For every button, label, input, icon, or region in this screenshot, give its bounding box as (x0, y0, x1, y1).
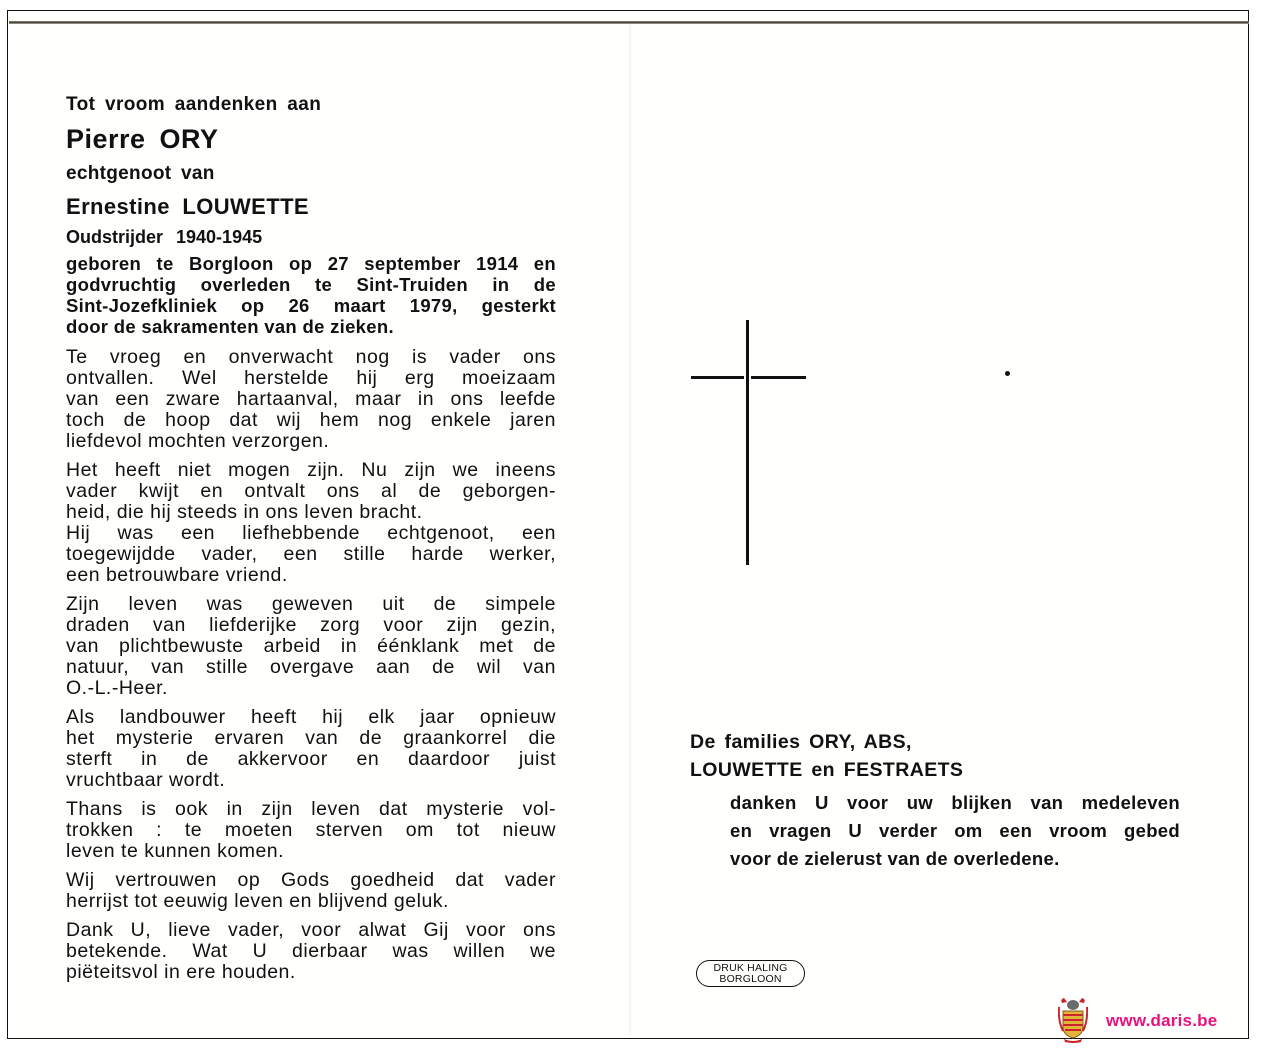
text-line: toegewijdde vader, een stille harde werker, (66, 543, 556, 565)
cross-left-arm (691, 376, 744, 379)
text-line: toch de hoop dat wij hem nog enkele jaren (66, 409, 556, 431)
left-panel (66, 94, 556, 983)
paragraph (66, 799, 556, 862)
text-line: vruchtbaar wordt. (66, 769, 226, 791)
text-line: Als landbouwer heeft hij elk jaar opnieuw (66, 706, 556, 728)
families-line: De families ORY, ABS, (690, 731, 912, 753)
center-crease (628, 24, 632, 1036)
text-line: Het heeft niet mogen zijn. Nu zijn we ineens (66, 459, 556, 481)
text-line: liefdevol mochten verzorgen. (66, 430, 330, 452)
text-line: Hij was een liefhebbende echtgenoot, een (66, 522, 556, 544)
thanks-line: en vragen U verder om een vroom gebed (730, 820, 1180, 841)
text-line: herrijst tot eeuwig leven en blijvend geluk. (66, 890, 449, 912)
paragraph (66, 870, 556, 912)
printer-line: BORGLOON (719, 973, 782, 985)
text-line: natuur, van stille overgave aan de wil van (66, 656, 556, 678)
text-line: van een zware hartaanval, maar in ons leefde (66, 388, 556, 410)
printer-stamp (696, 960, 805, 987)
text-line: Thans is ook in zijn leven dat mysterie vol- (66, 798, 556, 820)
text-line: sterft in de akkervoor en daardoor juist (66, 748, 556, 770)
text-line: trokken : te moeten sterven om tot nieuw (66, 819, 556, 841)
intro-text: Tot vroom aandenken aan (66, 94, 322, 115)
cross-right-arm (751, 376, 806, 379)
text-line: leven te kunnen komen. (66, 840, 285, 862)
watermark-url: www.daris.be (1106, 1011, 1218, 1030)
text-line: O.-L.-Heer. (66, 677, 168, 699)
text-line: draden van liefderijke zorg voor zijn gezin, (66, 614, 556, 636)
thanks-line: voor de zielerust van de overledene. (730, 848, 1060, 869)
paragraph (66, 347, 556, 452)
deceased-name: Pierre ORY (66, 124, 219, 154)
paragraph (66, 460, 556, 523)
text-line: heid, die hij steeds in ons leven bracht. (66, 501, 423, 523)
paragraph (66, 594, 556, 699)
text-line: ontvallen. Wel herstelde hij erg moeizaam (66, 367, 556, 389)
families-block (690, 728, 1190, 784)
birth-death-line: geboren te Borgloon op 27 september 1914 en (66, 253, 556, 274)
birth-death-line: door de sakramenten van de zieken. (66, 316, 394, 337)
relation-text: echtgenoot van (66, 163, 215, 184)
text-line: vader kwijt en ontvalt ons al de geborgen- (66, 480, 556, 502)
spouse-name: Ernestine LOUWETTE (66, 194, 309, 219)
paragraph (66, 523, 556, 586)
birth-death-line: Sint-Jozefkliniek op 26 maart 1979, gesterkt (66, 295, 556, 316)
paragraph (66, 920, 556, 983)
watermark (1058, 997, 1217, 1043)
veteran-text: Oudstrijder 1940-1945 (66, 227, 263, 247)
text-line: Dank U, lieve vader, voor alwat Gij voor ons (66, 919, 556, 941)
printer-line: DRUK HALING (713, 962, 788, 974)
families-line: LOUWETTE en FESTRAETS (690, 759, 964, 781)
birth-death-line: godvruchtig overleden te Sint-Truiden in de (66, 274, 556, 295)
paragraph (66, 707, 556, 791)
text-line: betekende. Wat U dierbaar was willen we (66, 940, 556, 962)
text-line: van plichtbewuste arbeid in éénklank met de (66, 635, 556, 657)
text-line: een betrouwbare vriend. (66, 564, 288, 586)
thanks-line: danken U voor uw blijken van medeleven (730, 792, 1180, 813)
coat-of-arms-icon (1058, 997, 1088, 1043)
text-line: Te vroeg en onverwacht nog is vader ons (66, 346, 556, 368)
text-line: Zijn leven was geweven uit de simpele (66, 593, 556, 615)
cross-vertical-bar (746, 320, 749, 565)
ink-dot (1005, 371, 1010, 376)
birth-death-block (66, 253, 556, 337)
thanks-block (730, 789, 1180, 873)
text-line: het mysterie ervaren van de graankorrel die (66, 727, 556, 749)
text-line: Wij vertrouwen op Gods goedheid dat vader (66, 869, 556, 891)
text-line: piëteitsvol in ere houden. (66, 961, 296, 983)
